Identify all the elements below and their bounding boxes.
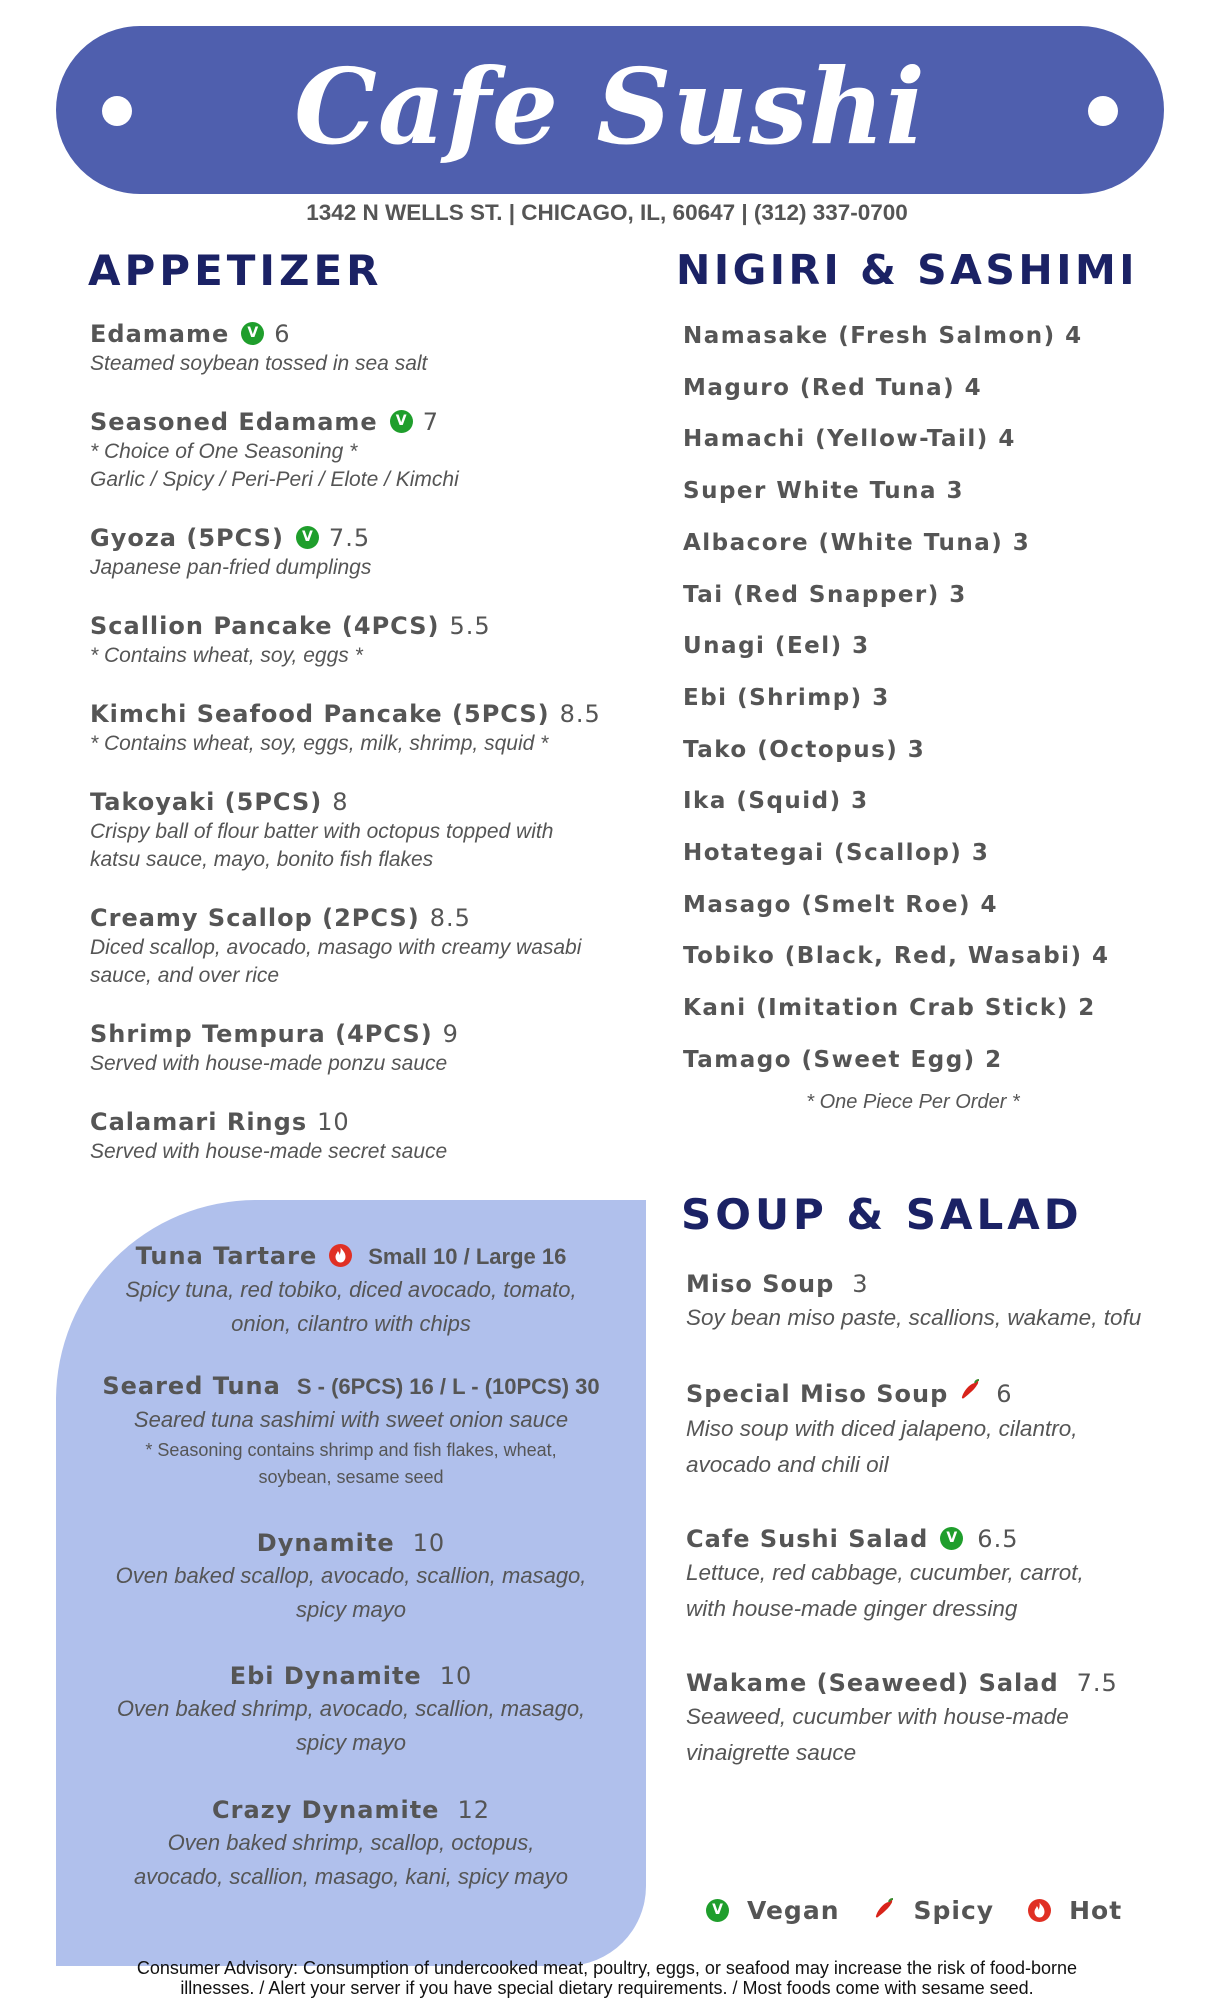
vegan-icon: V bbox=[706, 1899, 729, 1922]
item-description: vinaigrette sauce bbox=[686, 1740, 857, 1765]
item-description: * Choice of One Seasoning * bbox=[90, 440, 358, 463]
item-description: Seared tuna sashimi with sweet onion sauce bbox=[133, 1407, 569, 1432]
nigiri-item: Super White Tuna 3 bbox=[683, 478, 965, 505]
item-name: Crazy Dynamite bbox=[212, 1796, 440, 1824]
vegan-icon: V bbox=[390, 410, 413, 433]
item-price: 6.5 bbox=[977, 1525, 1019, 1553]
appetizer-title: APPETIZER bbox=[88, 246, 383, 295]
nigiri-item: Tai (Red Snapper) 3 bbox=[683, 581, 967, 608]
item-name: Miso Soup bbox=[686, 1270, 835, 1298]
item-description: Garlic / Spicy / Peri-Peri / Elote / Kimchi bbox=[90, 468, 459, 491]
restaurant-address: 1342 N WELLS ST. | CHICAGO, IL, 60647 | (312) 337-0700 bbox=[306, 200, 908, 225]
item-name: Kimchi Seafood Pancake (5PCS) bbox=[90, 700, 550, 728]
nigiri-item: Unagi (Eel) 3 bbox=[683, 633, 870, 660]
hot-icon bbox=[329, 1244, 352, 1267]
item-description: onion, cilantro with chips bbox=[231, 1311, 471, 1336]
menu-item bbox=[90, 1106, 447, 1166]
item-description: Diced scallop, avocado, masago with creamy wasabi bbox=[90, 936, 582, 959]
item-description: katsu sauce, mayo, bonito fish flakes bbox=[90, 848, 434, 871]
vegan-icon: V bbox=[296, 526, 319, 549]
item-description: Miso soup with diced jalapeno, cilantro, bbox=[686, 1416, 1078, 1441]
item-price: 10 bbox=[317, 1108, 350, 1136]
item-name: Seasoned Edamame bbox=[90, 408, 378, 436]
item-price: 8.5 bbox=[429, 904, 471, 932]
item-price: 10 bbox=[439, 1662, 473, 1690]
item-price: S - (6PCS) 16 / L - (10PCS) 30 bbox=[296, 1374, 600, 1399]
banner-dot-right bbox=[1088, 96, 1118, 126]
nigiri-item: Kani (Imitation Crab Stick) 2 bbox=[683, 995, 1096, 1022]
header-banner bbox=[56, 26, 1164, 194]
nigiri-item: Masago (Smelt Roe) 4 bbox=[683, 891, 999, 918]
item-price: 10 bbox=[412, 1529, 446, 1557]
item-name: Creamy Scallop (2PCS) bbox=[90, 904, 420, 932]
item-description: Served with house-made secret sauce bbox=[90, 1140, 448, 1163]
hot-icon bbox=[1028, 1899, 1051, 1922]
item-description: Lettuce, red cabbage, cucumber, carrot, bbox=[686, 1560, 1084, 1585]
chili-pepper-icon bbox=[960, 1376, 982, 1408]
nigiri-item: Namasake (Fresh Salmon) 4 bbox=[683, 323, 1083, 349]
item-description: Crispy ball of flour batter with octopus topped with bbox=[90, 820, 554, 843]
consumer-advisory bbox=[40, 1958, 1174, 1998]
item-description: Oven baked shrimp, avocado, scallion, masago, bbox=[116, 1696, 586, 1721]
menu-item bbox=[686, 1523, 1084, 1627]
menu-item bbox=[686, 1268, 1141, 1336]
menu-item bbox=[90, 318, 427, 378]
item-price: 3 bbox=[852, 1270, 869, 1298]
item-name: Takoyaki (5PCS) bbox=[90, 788, 323, 816]
legend-spicy-label: Spicy bbox=[913, 1895, 995, 1925]
nigiri-footnote: * One Piece Per Order * bbox=[806, 1091, 1020, 1113]
item-note: * Seasoning contains shrimp and fish flakes, wheat, bbox=[145, 1440, 557, 1460]
legend-hot-label: Hot bbox=[1069, 1895, 1123, 1925]
item-name: Shrimp Tempura (4PCS) bbox=[90, 1020, 433, 1048]
advisory-line: Consumer Advisory: Consumption of undercooked meat, poultry, eggs, or seafood may increase the risk of food-borne bbox=[136, 1958, 1078, 1978]
nigiri-item: Maguro (Red Tuna) 4 bbox=[683, 374, 983, 401]
nigiri-item: Hamachi (Yellow-Tail) 4 bbox=[683, 426, 1016, 453]
item-price: 7.5 bbox=[328, 524, 371, 552]
nigiri-item: Ebi (Shrimp) 3 bbox=[683, 684, 890, 711]
item-name: Ebi Dynamite bbox=[229, 1662, 422, 1690]
item-name: Seared Tuna bbox=[102, 1372, 281, 1400]
menu-item bbox=[686, 1667, 1118, 1771]
item-price: 5.5 bbox=[449, 612, 491, 640]
item-price: 8 bbox=[332, 788, 349, 816]
item-price: 12 bbox=[457, 1796, 490, 1824]
dietary-legend bbox=[706, 1894, 1156, 1926]
item-description: Oven baked scallop, avocado, scallion, masago, bbox=[115, 1563, 587, 1588]
item-description: avocado, scallion, masago, kani, spicy mayo bbox=[133, 1864, 569, 1889]
menu-item bbox=[90, 406, 459, 494]
item-description: spicy mayo bbox=[295, 1730, 407, 1755]
legend-vegan bbox=[706, 1896, 840, 1925]
item-name: Calamari Rings bbox=[90, 1108, 308, 1136]
item-price: 6 bbox=[996, 1380, 1013, 1408]
legend-hot bbox=[1028, 1896, 1122, 1925]
item-description: Spicy tuna, red tobiko, diced avocado, tomato, bbox=[125, 1277, 577, 1302]
item-price: 8.5 bbox=[559, 700, 601, 728]
item-description: avocado and chili oil bbox=[686, 1452, 889, 1477]
nigiri-item: Tamago (Sweet Egg) 2 bbox=[683, 1046, 1003, 1073]
item-description: Japanese pan-fried dumplings bbox=[90, 556, 372, 579]
menu-item bbox=[90, 1018, 459, 1078]
menu-item bbox=[90, 522, 371, 582]
item-description: Oven baked shrimp, scallop, octopus, bbox=[167, 1830, 535, 1855]
item-price: 7 bbox=[422, 408, 439, 436]
menu-item bbox=[686, 1378, 1077, 1483]
item-note: soybean, sesame seed bbox=[258, 1467, 444, 1487]
item-description: * Contains wheat, soy, eggs, milk, shrimp, squid * bbox=[90, 732, 549, 755]
item-price: 9 bbox=[442, 1020, 459, 1048]
item-name: Dynamite bbox=[256, 1529, 395, 1557]
nigiri-item: Tako (Octopus) 3 bbox=[683, 736, 926, 763]
item-price: 7.5 bbox=[1076, 1669, 1118, 1697]
menu-item bbox=[90, 610, 491, 670]
item-name: Special Miso Soup bbox=[686, 1380, 949, 1408]
nigiri-item: Tobiko (Black, Red, Wasabi) 4 bbox=[683, 943, 1110, 970]
special-item bbox=[56, 1240, 646, 1341]
vegan-icon: V bbox=[940, 1527, 963, 1550]
legend-spicy bbox=[874, 1896, 995, 1925]
special-item bbox=[56, 1794, 646, 1894]
nigiri-item: Albacore (White Tuna) 3 bbox=[683, 529, 1031, 556]
soup-salad-title: SOUP & SALAD bbox=[681, 1190, 1083, 1239]
special-item bbox=[56, 1527, 646, 1627]
menu-item bbox=[90, 786, 553, 874]
item-description: Seaweed, cucumber with house-made bbox=[686, 1704, 1069, 1729]
special-item bbox=[56, 1370, 646, 1491]
item-description: sauce, and over rice bbox=[90, 964, 280, 987]
nigiri-item: Hotategai (Scallop) 3 bbox=[683, 840, 990, 866]
item-description: * Contains wheat, soy, eggs * bbox=[90, 644, 363, 667]
item-description: spicy mayo bbox=[295, 1597, 407, 1622]
item-name: Scallion Pancake (4PCS) bbox=[90, 612, 440, 640]
item-name: Tuna Tartare bbox=[135, 1242, 318, 1270]
item-price: Small 10 / Large 16 bbox=[368, 1244, 567, 1269]
advisory-line: illnesses. / Alert your server if you have special dietary requirements. / Most foods come with sesame seed. bbox=[180, 1978, 1034, 1998]
special-item bbox=[56, 1660, 646, 1760]
item-description: Soy bean miso paste, scallions, wakame, tofu bbox=[686, 1305, 1142, 1330]
item-name: Wakame (Seaweed) Salad bbox=[686, 1669, 1059, 1697]
item-name: Gyoza (5PCS) bbox=[90, 524, 284, 552]
restaurant-title: Cafe Sushi bbox=[294, 45, 926, 168]
menu-item bbox=[90, 902, 581, 990]
nigiri-title: NIGIRI & SASHIMI bbox=[676, 246, 1139, 294]
nigiri-item: Ika (Squid) 3 bbox=[683, 788, 869, 815]
legend-vegan-label: Vegan bbox=[747, 1895, 840, 1925]
chili-pepper-icon bbox=[874, 1896, 896, 1925]
item-description: Steamed soybean tossed in sea salt bbox=[90, 352, 428, 375]
item-description: Served with house-made ponzu sauce bbox=[90, 1052, 448, 1075]
item-name: Cafe Sushi Salad bbox=[686, 1525, 929, 1553]
specials-box bbox=[56, 1200, 646, 1966]
item-name: Edamame bbox=[90, 320, 230, 348]
item-description: with house-made ginger dressing bbox=[686, 1596, 1018, 1621]
item-price: 6 bbox=[274, 320, 291, 348]
menu-item bbox=[90, 698, 601, 758]
vegan-icon: V bbox=[241, 322, 264, 345]
